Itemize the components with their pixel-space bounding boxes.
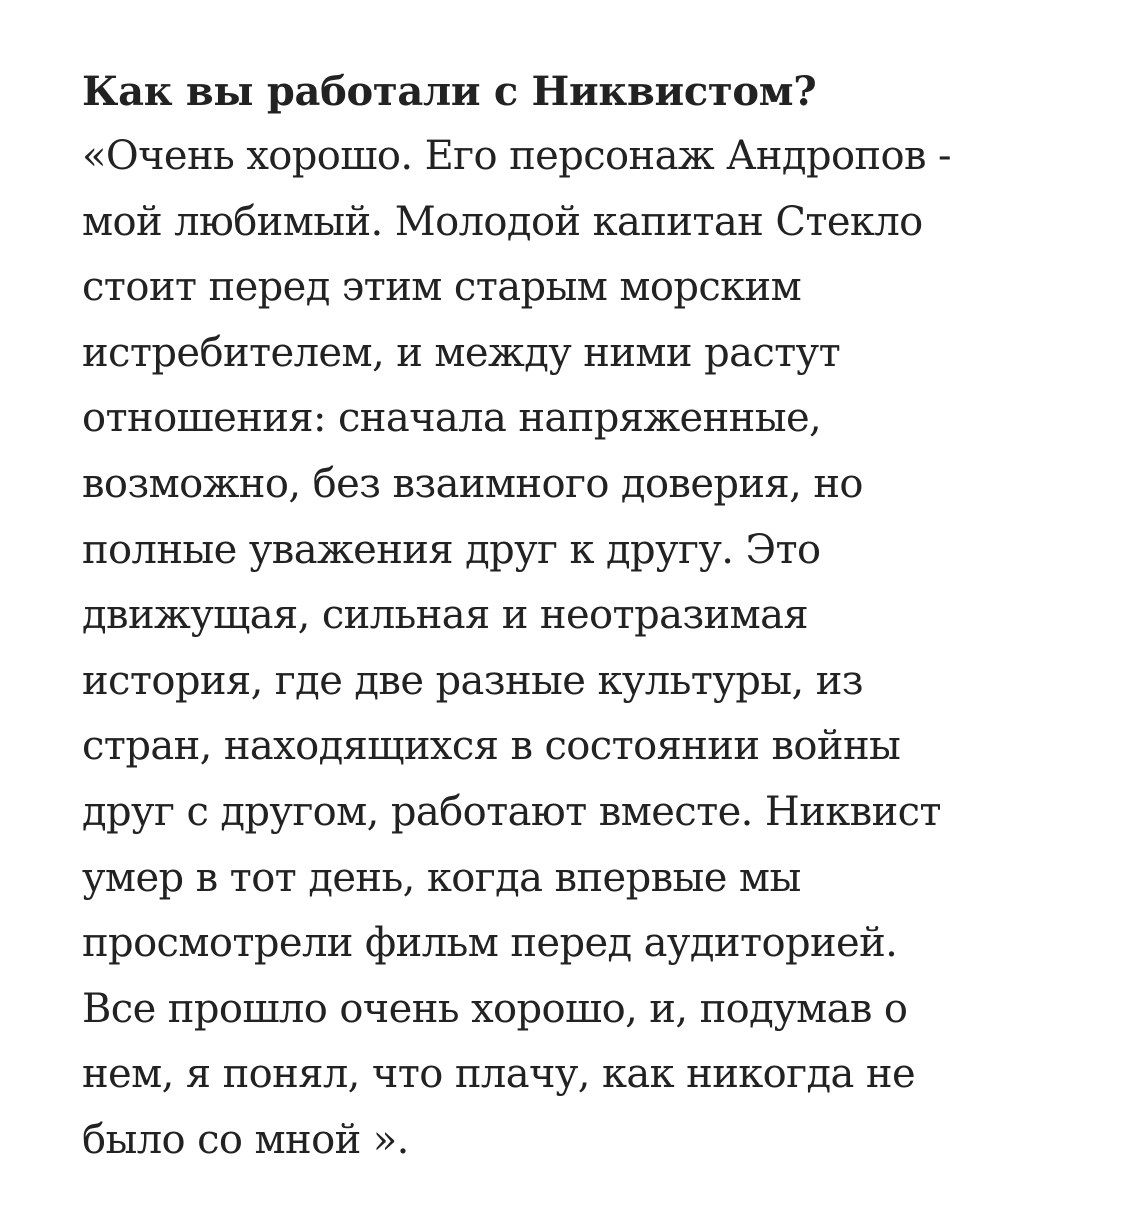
article-body [82, 62, 1082, 1174]
answer-line: стран, находящихся в состоянии войны [82, 723, 901, 770]
answer-line: отношения: сначала напряженные, [82, 395, 822, 442]
interview-answer [82, 124, 1082, 1174]
answer-line: Все прошло очень хорошо, и, подумав о [82, 985, 908, 1032]
answer-line: умер в тот день, когда впервые мы [82, 854, 801, 901]
answer-line: истребителем, и между ними растут [82, 329, 841, 376]
answer-line: стоит перед этим старым морским [82, 264, 802, 311]
interview-question: Как вы работали с Никвистом? [82, 68, 817, 115]
answer-line: друг с другом, работают вместе. Никвист [82, 788, 941, 835]
answer-line: мой любимый. Молодой капитан Стекло [82, 198, 923, 245]
answer-line: «Очень хорошо. Его персонаж Андропов - [82, 133, 951, 179]
answer-line: полные уважения друг к другу. Это [82, 526, 821, 573]
answer-line: просмотрели фильм перед аудиторией. [82, 920, 898, 967]
answer-line: было со мной ». [82, 1116, 409, 1163]
answer-line: возможно, без взаимного доверия, но [82, 460, 863, 507]
answer-line: нем, я понял, что плачу, как никогда не [82, 1051, 916, 1098]
answer-line: история, где две разные культуры, из [82, 657, 863, 704]
answer-line: движущая, сильная и неотразимая [82, 592, 808, 639]
